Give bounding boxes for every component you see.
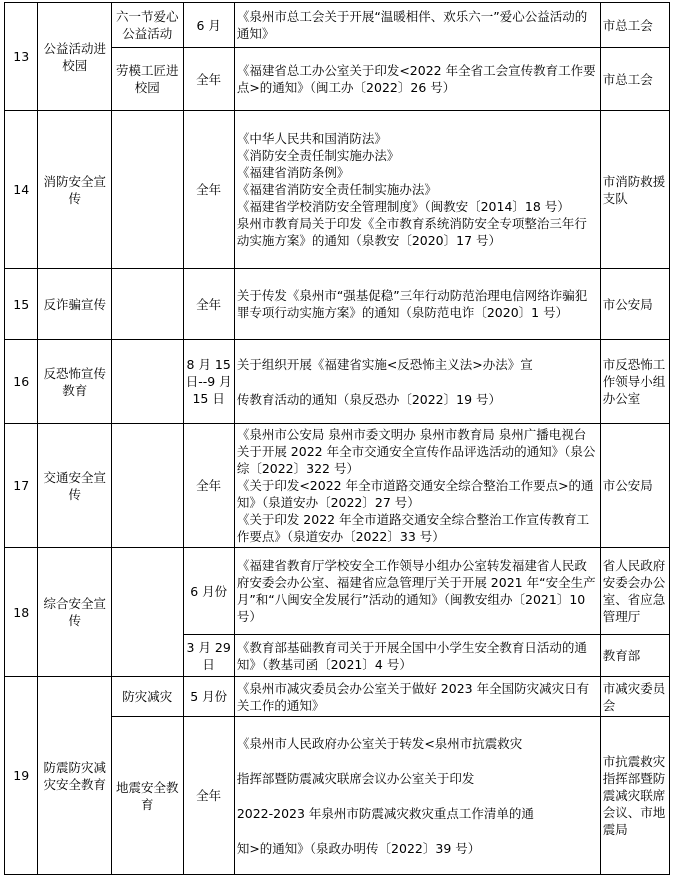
row-number: 14 xyxy=(5,111,38,269)
document-cell: 《教育部基础教育司关于开展全国中小学生安全教育日活动的通知》（教基司函〔2021〕4 号） xyxy=(234,635,600,677)
time-cell: 6 月份 xyxy=(183,548,234,635)
row-number: 19 xyxy=(5,677,38,875)
organizer-cell: 市公安局 xyxy=(600,269,669,340)
time-cell: 全年 xyxy=(183,424,234,548)
organizer-cell: 市总工会 xyxy=(600,3,669,48)
table-row xyxy=(5,269,670,340)
document-cell xyxy=(234,717,600,875)
document-line: 《泉州市人民政府办公室关于转发<泉州市抗震救灾 xyxy=(236,735,523,751)
activity-table xyxy=(4,2,670,875)
document-cell: 关于传发《泉州市“强基促稳”三年行动防范治理电信网络诈骗犯罪专项行动实施方案》的通知（泉防范电诈〔2020〕1 号） xyxy=(234,269,600,340)
document-line: 知>的通知》（泉政办明传〔2022〕39 号） xyxy=(236,840,481,856)
document-cell: 《泉州市总工会关于开展“温暖相伴、欢乐六一”爱心公益活动的通知》 xyxy=(234,3,600,48)
activity-cell xyxy=(112,548,183,677)
category-cell: 反恐怖宣传教育 xyxy=(38,340,112,424)
activity-cell xyxy=(112,111,183,269)
organizer-cell: 市减灾委员会 xyxy=(600,677,669,717)
organizer-cell: 市公安局 xyxy=(600,424,669,548)
table-row xyxy=(5,677,670,717)
activity-cell: 劳模工匠进校园 xyxy=(112,48,183,111)
document-line: 关于组织开展《福建省实施<反恐怖主义法>办法》宣 xyxy=(236,356,533,372)
activity-cell xyxy=(112,269,183,340)
table-row xyxy=(5,3,670,48)
table-row xyxy=(5,424,670,548)
activity-cell: 防灾减灾 xyxy=(112,677,183,717)
document-cell: 《福建省总工办公室关于印发<2022 年全省工会宣传教育工作要点>的通知》（闽工办〔2022〕26 号） xyxy=(234,48,600,111)
time-cell: 8 月 15 日--9 月 15 日 xyxy=(183,340,234,424)
document-line: 《福建省消防安全责任制实施办法》 xyxy=(236,182,437,197)
document-line: 《福建省消防条例》 xyxy=(236,165,350,180)
activity-cell xyxy=(112,340,183,424)
document-line: 《关于印发 2022 年全市道路交通安全综合整治工作宣传教育工作要点》（泉道安办〔2022〕33 号） xyxy=(236,512,590,544)
organizer-cell: 市抗震救灾指挥部暨防震减灾联席会议、市地震局 xyxy=(600,717,669,875)
time-cell: 全年 xyxy=(183,48,234,111)
organizer-cell: 教育部 xyxy=(600,635,669,677)
category-cell: 公益活动进校园 xyxy=(38,3,112,111)
document-line: 2022-2023 年泉州市防震减灾救灾重点工作清单的通 xyxy=(236,805,534,821)
document-cell xyxy=(234,340,600,424)
document-line: 《泉州市公安局 泉州市委文明办 泉州市教育局 泉州广播电视台关于开展 2022 年全市交通安全宣传作品评选活动的通知》（泉公综〔2022〕322 号） xyxy=(236,427,596,476)
document-line: 《福建省学校消防安全管理制度》（闽教安〔2014〕18 号） xyxy=(236,199,570,214)
organizer-cell: 市反恐怖工作领导小组办公室 xyxy=(600,340,669,424)
time-cell: 全年 xyxy=(183,111,234,269)
document-line: 《消防安全责任制实施办法》 xyxy=(236,148,400,163)
document-cell xyxy=(234,424,600,548)
category-cell: 交通安全宣传 xyxy=(38,424,112,548)
activity-cell xyxy=(112,424,183,548)
time-cell: 5 月份 xyxy=(183,677,234,717)
category-cell: 反诈骗宣传 xyxy=(38,269,112,340)
organizer-cell: 市消防救援支队 xyxy=(600,111,669,269)
document-cell: 《泉州市减灾委员会办公室关于做好 2023 年全国防灾减灾日有关工作的通知》 xyxy=(234,677,600,717)
row-number: 18 xyxy=(5,548,38,677)
category-cell: 消防安全宣传 xyxy=(38,111,112,269)
time-cell: 3 月 29 日 xyxy=(183,635,234,677)
time-cell: 全年 xyxy=(183,717,234,875)
document-cell xyxy=(234,111,600,269)
organizer-cell: 市总工会 xyxy=(600,48,669,111)
time-cell: 6 月 xyxy=(183,3,234,48)
document-line: 传教育活动的通知（泉反恐办〔2022〕19 号） xyxy=(236,391,502,407)
row-number: 16 xyxy=(5,340,38,424)
category-cell: 防震防灾减灾安全教育 xyxy=(38,677,112,875)
table-row xyxy=(5,548,670,635)
activity-cell: 六一节爱心公益活动 xyxy=(112,3,183,48)
organizer-cell: 省人民政府安委会办公室、省应急管理厅 xyxy=(600,548,669,635)
document-cell: 《福建省教育厅学校安全工作领导小组办公室转发福建省人民政府安委会办公室、福建省应急管理厅关于开展 2021 年“安全生产月”和“八闽安全发展行”活动的通知》（闽教安组办〔2021〕10 号） xyxy=(234,548,600,635)
activity-cell: 地震安全教育 xyxy=(112,717,183,875)
row-number: 15 xyxy=(5,269,38,340)
time-cell: 全年 xyxy=(183,269,234,340)
table-row xyxy=(5,340,670,424)
row-number: 13 xyxy=(5,3,38,111)
table-row xyxy=(5,111,670,269)
document-line: 《中华人民共和国消防法》 xyxy=(236,131,387,146)
row-number: 17 xyxy=(5,424,38,548)
document-line: 指挥部暨防震减灾联席会议办公室关于印发 xyxy=(236,770,475,786)
document-line: 泉州市教育局关于印发《全市教育系统消防安全专项整治三年行动实施方案》的通知（泉教安〔2020〕17 号） xyxy=(236,216,587,248)
category-cell: 综合安全宣传 xyxy=(38,548,112,677)
document-line: 《关于印发<2022 年全市道路交通安全综合整治工作要点>的通知》（泉道安办〔2022〕27 号） xyxy=(236,478,594,510)
